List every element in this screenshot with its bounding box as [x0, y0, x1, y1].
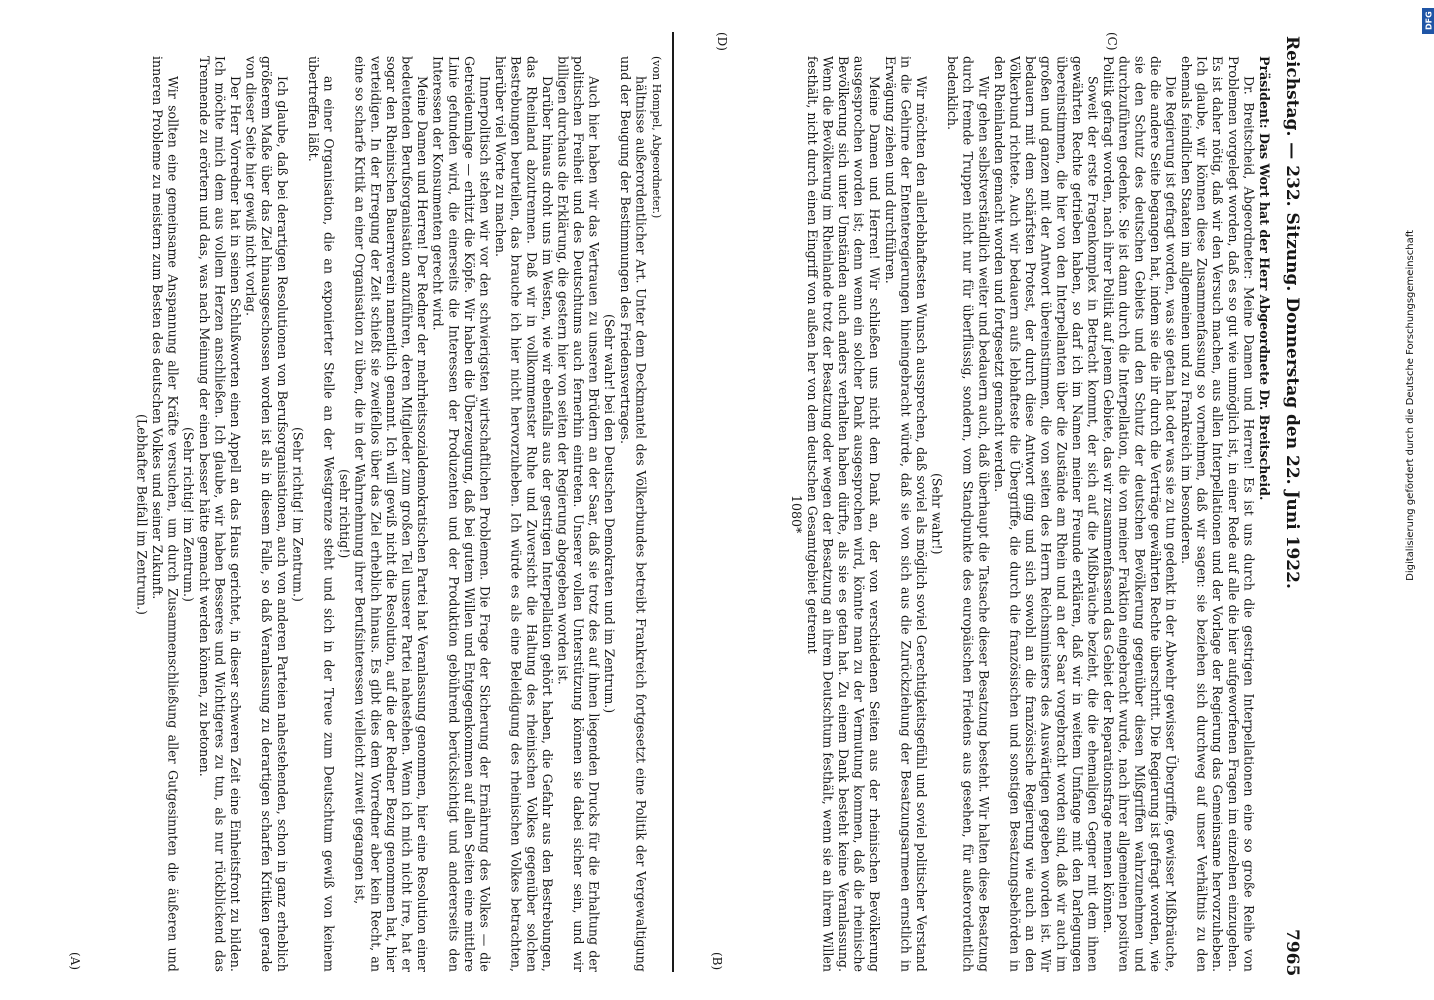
footer-mark: 1080* — [789, 494, 805, 534]
right-paragraphs — [804, 56, 1256, 972]
left-paragraphs — [134, 56, 649, 972]
right-paragraph: Meine Damen und Herren! Wir schließen uns nicht dem Dank an, der von verschiedenen Seiten aus der rheinischen Bevölkerung ausgesprochen worden ist; denn wenn ein solcher Dank ausgesprochen wird, könnte man zu der Vermutung kommen, daß die rheinische Bevölkerung sich unter Umständen auch anders verhalten haben dürfte, als sie es getan hat. Zu einem Dank besteht keine Veranlassung. Wenn die Bevölkerung im Rheinlande trotz der Besatzung oder wegen der Besatzung an ihrem Deutschtum festhält, wenn sie an ihrem Willen festhält, nicht durch einen Eingriff von außen her von dem deutschen Gesamtgebiet getrennt — [804, 56, 883, 972]
running-head — [1282, 36, 1302, 976]
left-paragraph: (Sehr wahr! bei den Deutschen Demokraten und im Zentrum.) — [602, 314, 618, 714]
scanned-page — [60, 22, 1350, 982]
right-paragraph: Wir möchten den allerlebhaftesten Wunsch aussprechen, daß soviel als möglich soviel Gerechtigkeitsgefühl und soviel politischer Verstand in die Gehirne der Ententeregierungen hineingebracht würde, daß sie von sich aus die Zurückziehung der Besatzungsarmeen ernstlich in Erwägung ziehen und durchführen. — [882, 56, 929, 972]
dfg-logo: DFG — [1422, 8, 1434, 34]
margin-marker-d: (D) — [715, 32, 729, 51]
left-paragraph: Der Herr Vorredner hat in seinen Schlußworten einen Appell an das Haus gerichtet, in dieser schweren Zeit eine Einheitsfront zu bilden. Ich möchte mich dem aus vollem Herzen anschließen. Ich glaube, wir haben Besseres und Wichtigeres zu tun, als nur rückblickend das Trennende zu erörtern und das, was nach Meinung der einen besser hätte gemacht werden können, zu betonen. — [196, 56, 243, 972]
president-remark: Präsident: Das Wort hat der Herr Abgeordnete Dr. Breitscheid. — [1257, 56, 1272, 501]
left-paragraph: Ich glaube, daß bei derartigen Resolutionen von Berufsorganisationen, auch von anderen Parteien nahestehenden, schon in ganz erheblich größerem Maße über das Ziel hinausgeschossen worden ist als in diesem Falle, so daß Veranlassung zu derartigen scharfen Kritiken gerade von dieser Seite hier gewiß nicht vorlag. — [243, 56, 290, 972]
left-paragraph: Wir sollten eine gemeinsame Anspannung aller Kräfte versuchen, um durch Zusammenschließung aller Gutgesinnten die äußeren und inneren Probleme zu meistern zum Besten des deutschen Volkes und seiner Zukunft. — [150, 56, 181, 972]
left-paragraph: Auch hier haben wir das Vertrauen zu unseren Brüdern an der Saar, daß sie trotz des auf ihnen liegenden Drucks für die Erhaltung der politischen Freiheit und des Deutschtums auch fernerhin eintreten. Unserer vollen Unterstützung können sie dabei sicher sein, und wir billigen durchaus die Erklärung, die gestern hier von seiten der Regierung abgegeben worden ist. — [555, 56, 602, 972]
right-paragraph: Soweit der erste Fragenkomplex in Betracht kommt, der sich auf die Mißbräuche bezieht, die die ehemaligen Gegner mit dem ihnen gewährten Rechte getrieben haben, so darf ich im Namen meiner Freunde erklären, daß wir in weitem Umfange mit den Darlegungen übereinstimmen, die hier von den Interpellanten über die Zustände am Rhein und an der Saar vorgebracht worden sind, daß wir auch im großen und ganzen mit der Antwort übereinstimmen, die von seiten des Herrn Reichsministers des Auswärtigen gegeben worden ist. Wir bedauern mit dem schärfsten Protest, der durch diese Antwort ging und sich sowohl an die französische Regierung wie auch an den Völkerbund richtete. Auch wir bedauern aufs lebhafteste die Übergriffe, die durch die französischen und sonstigen Besatzungsbehörden in den Rheinlanden gemacht worden und fortgesetzt gemacht werden. — [991, 56, 1101, 972]
left-paragraph: (Sehr richtig! im Zentrum.) — [290, 426, 306, 602]
left-paragraph: Innerpolitisch stehen wir vor den schwierigsten wirtschaftlichen Problemen. Die Frage der Sicherung der Ernährung des Volkes — die Getreideumlage — erhitzt die Köpfe. Wir haben die Überzeugung, daß bei gutem Willen und Entgegenkommen auf allen Seiten eine mittlere Linie gefunden wird, die einerseits die Interessen der Produzenten und der Produktion gebührend berücksichtigt und andererseits den Interessen der Konsumenten gerecht wird. — [430, 56, 493, 972]
left-paragraph: Meine Damen und Herren! Der Redner der mehrheitssozialdemokratischen Partei hat Veranlassung genommen, hier eine Resolution einer bedeutenden Berufsorganisation anzuführen, deren Mitglieder zum großen Teil unserer Partei nahestehen. Wenn ich mich nicht irre, hat er sogar den Rheinischen Bauernverein namentlich genannt. Ich will gewiß nicht die Resolution, auf die der Redner Bezug genommen hat, hier verteidigen. In der Erregung der Zeit schießt sie zweifellos über das Ziel erheblich hinaus. Es gibt dies dem Vorredner aber kein Recht, an eine so scharfe Kritik an einer Organisation zu üben, die in der Wahrnehmung ihrer Berufsinteressen vielleicht zuweit gegangen ist, — [352, 56, 431, 972]
left-paragraph: Darüber hinaus droht uns im Westen, wie wir ebenfalls aus der gestrigen Interpellation gehört haben, die Gefahr aus den Bestrebungen, das Rheinland abzutrennen. Daß wir in vollkommenster Ruhe und Zuversicht die Haltung des rheinischen Volkes gegenüber solchen Bestrebungen beurteilen, das brauche ich hier nicht hervorzuheben. Ich würde es als eine Beleidigung des rheinischen Volkes betrachten, hierüber viel Worte zu machen. — [493, 56, 555, 972]
margin-marker-c: (C) — [1105, 32, 1119, 51]
right-paragraph: Dr. Breitscheid, Abgeordneter: Meine Damen und Herren! Es ist uns durch die gestrigen Interpellationen eine so große Reihe von Problemen vorgelegt worden, daß es so gut wie unmöglich ist, in einer Rede auf alle die hier aufgeworfenen Fragen im einzelnen einzugehen. Es ist daher nötig, daß wir den Versuch machen, aus allen Interpellationen und der Vorlage der Regierung das Gemeinsame hervorzuheben. Ich glaube, wir können diese Zusammenfassung so vornehmen, daß wir sagen: sie beziehen sich durchweg auf unser Verhältnis zu den ehemals feindlichen Staaten im allgemeinen und zu Frankreich im besonderen. — [1179, 56, 1257, 972]
page-number: 7965 — [1282, 928, 1302, 976]
running-head-title: Reichstag. — 232. Sitzung. Donnerstag den 22. Juni 1922. — [1282, 36, 1302, 589]
column-divider — [672, 32, 674, 972]
left-paragraph: an einer Organisation, die an exponierter Stelle an der Westgrenze steht und sich in der Treue zum Deutschtum gewiß von keinem übertreffen läßt. — [305, 56, 337, 972]
speaker-lead: (von Hompel, Abgeordneter.) — [650, 56, 663, 219]
margin-marker-a: (A) — [68, 952, 82, 971]
left-paragraph: (Sehr richtig! im Zentrum.) — [181, 426, 197, 602]
left-paragraph: (Lebhafter Beifall im Zentrum.) — [134, 413, 150, 615]
column-right — [682, 56, 1272, 972]
left-paragraph: (sehr richtig!) — [337, 469, 353, 559]
right-paragraph: Wir gehen selbstverständlich weiter und bedauern auch, daß überhaupt die Tatsache dieser Besatzung besteht. Wir halten diese Besatzung durch fremde Truppen nicht nur für überflüssig, sondern, vom Standpunkte des europäischen Friedens aus gesehen, für außerordentlich bedenklich. — [945, 56, 992, 972]
digitization-note: Digitalisierung gefördert durch die Deutsche Forschungsgemeinschaft — [1405, 230, 1416, 581]
column-left — [74, 56, 664, 972]
right-paragraph: (Sehr wahr!) — [929, 473, 945, 555]
left-paragraph: hältnisse außerordentlicher Art. Unter dem Deckmantel des Völkerbundes betreibt Frankreich fortgesetzt eine Politik der Vergewaltigung und der Beugung der Bestimmungen des Friedensvertrages. — [617, 56, 649, 972]
margin-marker-b: (B) — [710, 952, 724, 971]
right-paragraph: Die Regierung ist gefragt worden, was sie getan hat oder was sie zu tun gedenkt in der Abwehr gewisser Übergriffe, gewisser Mißbräuche, die die andere Seite begangen hat, indem sie die ihr durch die Verträge gewährten Rechte überschritt. Die Regierung ist gefragt worden, wie sie den Schutz des deutschen Gebiets und den Schutz der deutschen Bevölkerung gegenüber diesen Mißgriffen wahrzunehmen und durchzuführen gedenke. Sie ist dann durch die Interpellation, die von meiner Fraktion eingebracht wurde, nach ihrer allgemeinen positiven Politik gefragt worden, nach ihrer Politik auf jenem Gebiete, das wir zusammenfassend das Gebiet der Reparationsfrage nennen können. — [1101, 56, 1179, 972]
